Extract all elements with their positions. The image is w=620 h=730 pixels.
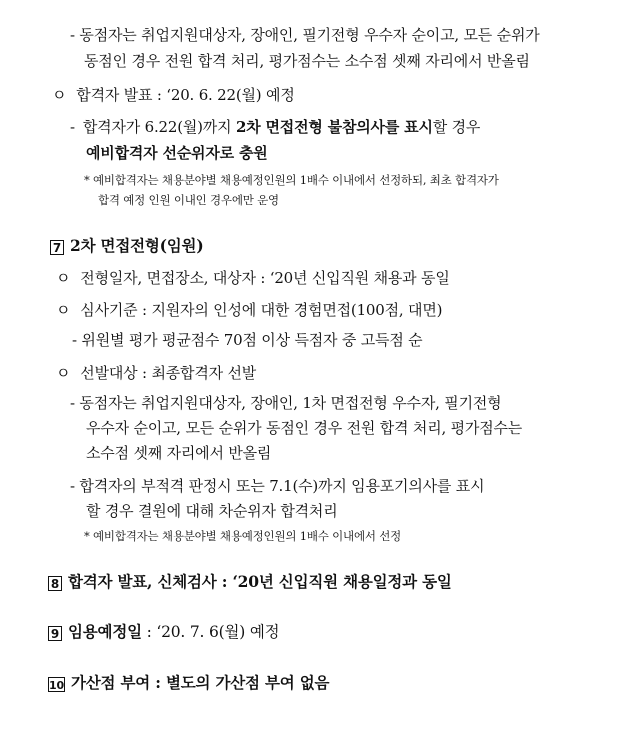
section-10-value: : 별도의 가산점 부여 없음	[150, 673, 330, 692]
section-8-value: : ‘20년 신입직원 채용일정과 동일	[216, 572, 452, 591]
section-7-item-2	[56, 300, 442, 320]
item-text: 선발대상 : 최종합격자 선발	[80, 364, 257, 382]
section-number-box: 9	[48, 626, 62, 641]
section-8-heading	[48, 572, 452, 592]
footnote-line-2: 합격 예정 인원 이내인 경우에만 운영	[98, 193, 279, 207]
section-8-label: 합격자 발표, 신체검사	[68, 572, 217, 591]
section-9-value: : ‘20. 7. 6(월) 예정	[141, 623, 280, 641]
tie-rule-line-2: 동점인 경우 전원 합격 처리, 평가점수는 소수점 셋째 자리에서 반올림	[84, 52, 530, 70]
section-number-box: 10	[49, 678, 64, 692]
announcement-text: 합격자 발표 : ‘20. 6. 22(월) 예정	[76, 86, 295, 104]
section-7-title: 2차 면접전형(임원)	[70, 236, 204, 255]
disqualify-line-1: - 합격자의 부적격 판정시 또는 7.1(수)까지 임용포기의사를 표시	[70, 477, 485, 495]
section-9-heading	[48, 622, 279, 642]
section-10-label: 가산점 부여	[71, 673, 151, 692]
bullet-circle: ㅇ	[56, 364, 71, 382]
notice-line-2: 예비합격자 선순위자로 충원	[86, 144, 268, 162]
item-text: 심사기준 : 지원자의 인성에 대한 경험면접(100점, 대면)	[80, 301, 443, 319]
footnote-2: * 예비합격자는 채용분야별 채용예정인원의 1배수 이내에서 선정	[84, 529, 402, 543]
bullet-circle: ㅇ	[52, 86, 67, 104]
item-text: 전형일자, 면접장소, 대상자 : ‘20년 신입직원 채용과 동일	[80, 269, 450, 287]
notice-bold: 2차 면접전형 불참의사를 표시	[235, 118, 433, 136]
tie-rule-2-line-1: - 동점자는 취업지원대상자, 장애인, 1차 면접전형 우수자, 필기전형	[70, 394, 502, 412]
disqualify-line-2: 할 경우 결원에 대해 차순위자 합격처리	[86, 502, 338, 520]
footnote-line-1: * 예비합격자는 채용분야별 채용예정인원의 1배수 이내에서 선정하되, 최초 합격자가	[84, 173, 499, 187]
notice-line-1	[70, 117, 480, 137]
section-number-box: 8	[48, 576, 62, 591]
notice-post: 할 경우	[432, 118, 481, 136]
bullet-circle: ㅇ	[56, 269, 71, 287]
section-9-label: 임용예정일	[68, 622, 142, 641]
notice-pre: 합격자가 6.22(월)까지	[82, 118, 236, 136]
tie-rule-2-line-3: 소수점 셋째 자리에서 반올림	[86, 444, 272, 462]
dash-marker: -	[70, 118, 75, 136]
section-7-item-1	[56, 268, 450, 288]
tie-rule-line-1: - 동점자는 취업지원대상자, 장애인, 필기전형 우수자 순이고, 모든 순위가	[70, 26, 540, 44]
section-number-box: 7	[50, 240, 64, 255]
section-7-heading	[50, 236, 203, 256]
section-7-item-3	[56, 363, 256, 383]
announcement-item	[52, 85, 295, 105]
bullet-circle: ㅇ	[56, 301, 71, 319]
tie-rule-2-line-2: 우수자 순이고, 모든 순위가 동점인 경우 전원 합격 처리, 평가점수는	[86, 419, 523, 437]
section-10-heading	[48, 673, 329, 693]
criteria-sub-line: - 위원별 평가 평균점수 70점 이상 득점자 중 고득점 순	[72, 331, 423, 349]
